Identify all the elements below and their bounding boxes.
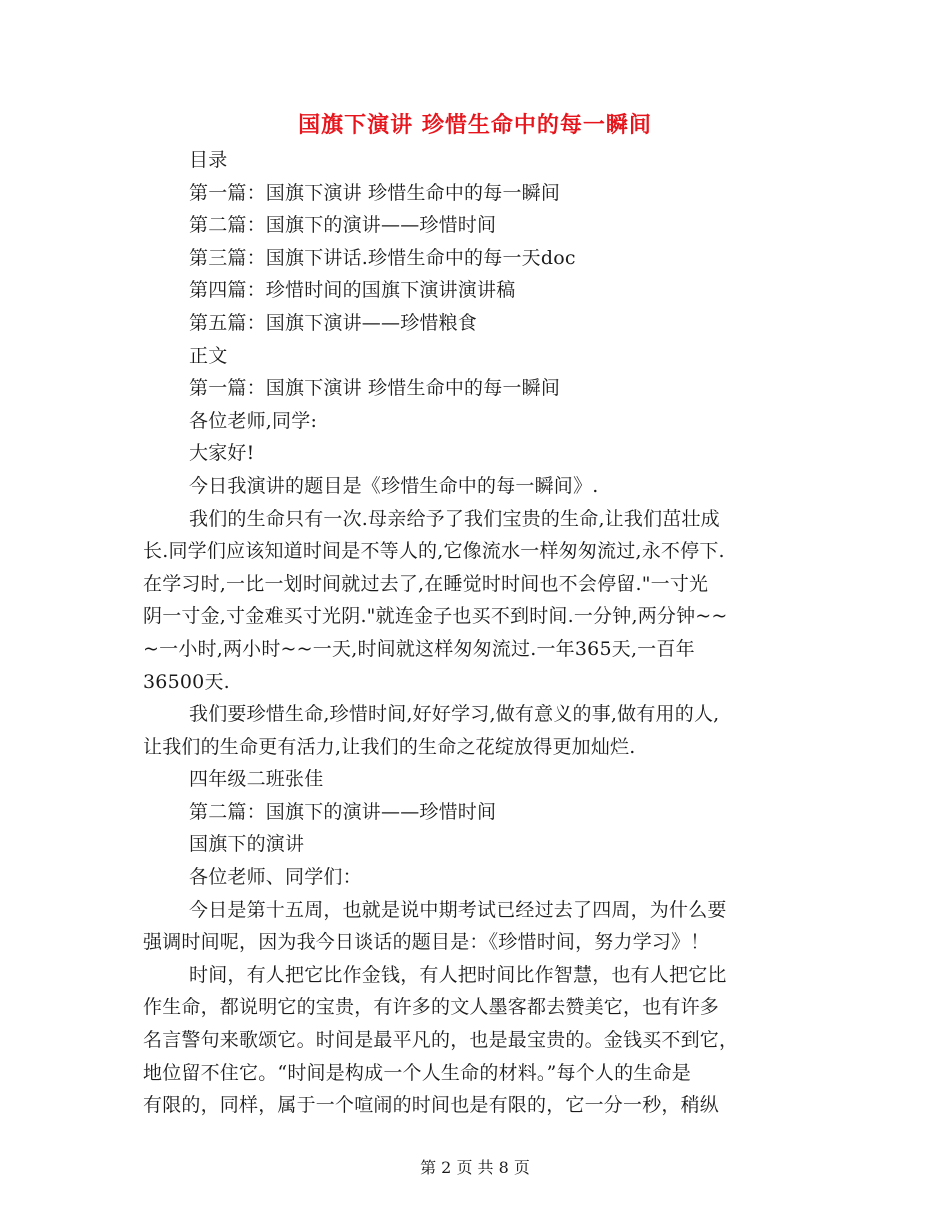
toc-item: 第四篇：珍惜时间的国旗下演讲演讲稿 [189,279,516,302]
paragraph-line: 让我们的生命更有活力,让我们的生命之花绽放得更加灿烂. [143,735,636,758]
paragraph-line: ~一小时,两小时~~一天,时间就这样匆匆流过.一年365天,一百年 [143,637,695,660]
author-line: 四年级二班张佳 [189,768,324,791]
paragraph-line: 时间，有人把它比作金钱，有人把时间比作智慧，也有人把它比 [189,963,727,986]
toc-heading: 目录 [189,149,228,171]
paragraph-line: 大家好! [189,442,255,465]
body-heading: 正文 [189,344,228,367]
paragraph-line: 长.同学们应该知道时间是不等人的,它像流水一样匆匆流过,永不停下. [143,540,725,563]
toc-item: 第二篇：国旗下的演讲——珍惜时间 [189,214,497,237]
document-body [143,144,803,1122]
paragraph-line: 我们的生命只有一次.母亲给予了我们宝贵的生命,让我们茁壮成 [189,507,720,530]
paragraph-line: 阴一寸金,寸金难买寸光阴."就连金子也买不到时间.一分钟,两分钟~~ [143,605,728,628]
paragraph-line: 名言警句来歌颂它。时间是最平凡的，也是最宝贵的。金钱买不到它， [143,1029,739,1052]
document-title: 国旗下演讲 珍惜生命中的每一瞬间 [298,112,652,138]
paragraph-line: 国旗下的演讲 [189,833,305,856]
paragraph-line: 36500天. [143,670,230,693]
paragraph-line: 有限的，同样，属于一个喧闹的时间也是有限的，它一分一秒，稍纵 [143,1094,720,1117]
paragraph-line: 今日是第十五周，也就是说中期考试已经过去了四周，为什么要 [189,898,727,921]
paragraph-line: 强调时间呢，因为我今日谈话的题目是：《珍惜时间，努力学习》！ [143,931,710,954]
paragraph-line: 各位老师,同学: [189,409,318,432]
paragraph-line: 在学习时,一比一划时间就过去了,在睡觉时时间也不会停留."一寸光 [143,572,709,595]
page-footer: 第 2 页 共 8 页 [420,1158,530,1177]
paragraph-line: 我们要珍惜生命,珍惜时间,好好学习,做有意义的事,做有用的人, [189,703,720,726]
section-heading: 第二篇：国旗下的演讲——珍惜时间 [189,800,497,823]
paragraph-line: 作生命，都说明它的宝贵，有许多的文人墨客都去赞美它，也有许多 [143,996,720,1019]
toc-item: 第三篇：国旗下讲话.珍惜生命中的每一天doc [189,246,576,269]
toc-item: 第一篇：国旗下演讲 珍惜生命中的每一瞬间 [189,181,561,204]
section-heading: 第一篇：国旗下演讲 珍惜生命中的每一瞬间 [189,377,561,400]
paragraph-line: 今日我演讲的题目是《珍惜生命中的每一瞬间》. [189,474,599,497]
paragraph-line: 地位留不住它。“时间是构成一个人生命的材料。”每个人的生命是 [143,1061,691,1084]
paragraph-line: 各位老师、同学们： [189,866,362,889]
toc-item: 第五篇：国旗下演讲——珍惜粮食 [189,311,478,334]
